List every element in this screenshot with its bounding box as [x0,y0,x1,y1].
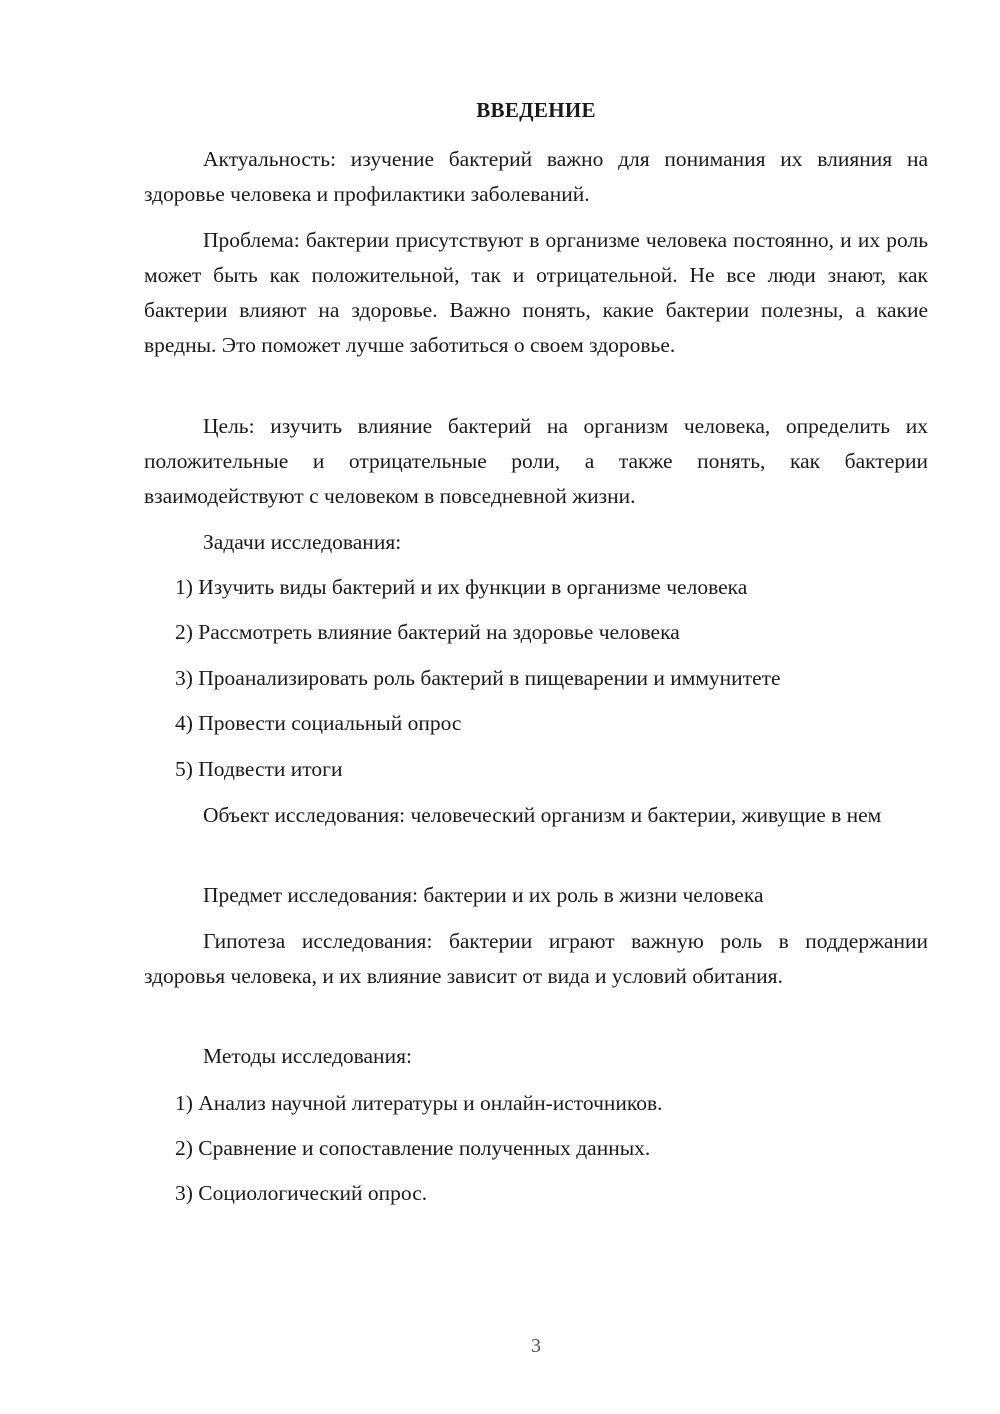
hypothesis-paragraph: Гипотеза исследования: бактерии играют важную роль в поддержании здоровья человека, и их влияние зависит от вида и условий обитания. [144,929,928,988]
relevance-paragraph: Актуальность: изучение бактерий важно для понимания их влияния на здоровье человека и профилактики заболеваний. [144,147,928,206]
goal-paragraph: Цель: изучить влияние бактерий на организм человека, определить их положительные и отрицательные роли, а также понять, как бактерии взаимодействуют с человеком в повседневной жизни. [144,414,928,508]
object-paragraph: Объект исследования: человеческий организм и бактерии, живущие в нем [203,803,882,827]
task-item: 2) Рассмотреть влияние бактерий на здоровье человека [175,620,680,644]
document-page [144,0,928,1414]
method-item: 2) Сравнение и сопоставление полученных данных. [175,1136,651,1160]
problem-paragraph: Проблема: бактерии присутствуют в организме человека постоянно, и их роль может быть как положительной, так и отрицательной. Не все люди знают, как бактерии влияют на здоровье. Важно понять, какие бактерии полезны, а какие вредны. Это поможет лучше заботиться о своем здоровье. [144,228,928,357]
methods-heading: Методы исследования: [203,1044,412,1068]
task-item: 1) Изучить виды бактерий и их функции в организме человека [175,575,748,599]
method-item: 1) Анализ научной литературы и онлайн-источников. [175,1091,663,1115]
subject-paragraph: Предмет исследования: бактерии и их роль в жизни человека [203,883,764,907]
tasks-heading: Задачи исследования: [203,530,402,554]
task-item: 5) Подвести итоги [175,757,343,781]
task-item: 3) Проанализировать роль бактерий в пищеварении и иммунитете [175,666,781,690]
page-number: 3 [531,1335,541,1357]
section-title: ВВЕДЕНИЕ [476,98,596,122]
method-item: 3) Социологический опрос. [175,1181,428,1205]
task-item: 4) Провести социальный опрос [175,711,462,735]
